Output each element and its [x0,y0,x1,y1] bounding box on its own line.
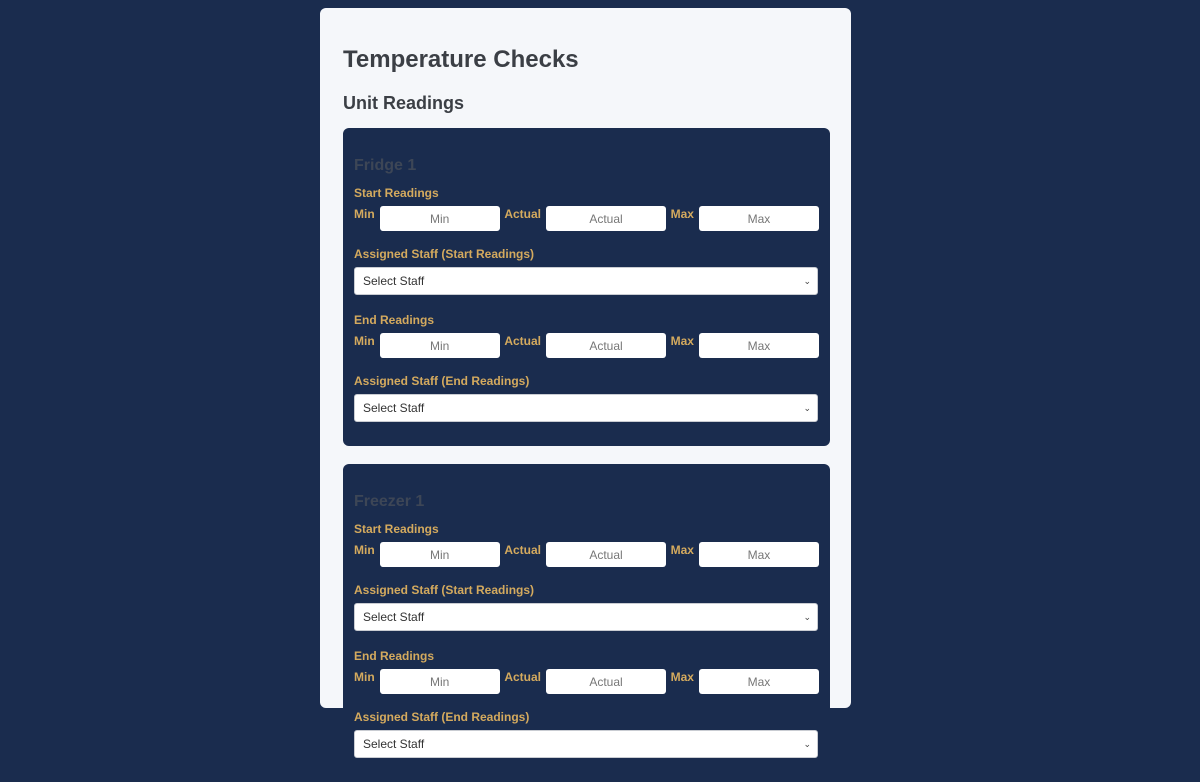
unit-card-fridge-1 [343,128,830,446]
start-actual-label: Actual [504,543,541,557]
end-max-input[interactable] [699,333,819,358]
chevron-down-icon: ⌄ [803,611,811,622]
start-max-input[interactable] [699,542,819,567]
end-min-label: Min [354,670,375,684]
end-staff-label: Assigned Staff (End Readings) [354,374,530,388]
start-max-input[interactable] [699,206,819,231]
start-staff-select[interactable] [354,267,818,295]
start-max-label: Max [670,207,694,221]
start-actual-input[interactable] [546,206,666,231]
end-readings-label: End Readings [354,649,435,663]
start-staff-label: Assigned Staff (Start Readings) [354,583,535,597]
end-staff-select[interactable] [354,730,818,758]
start-actual-input[interactable] [546,542,666,567]
start-actual-label: Actual [504,207,541,221]
end-max-label: Max [670,334,694,348]
end-readings-row [354,333,819,358]
unit-name: Fridge 1 [354,157,417,174]
start-staff-value: Select Staff [363,610,425,624]
start-readings-label: Start Readings [354,186,439,200]
start-min-label: Min [354,207,375,221]
start-staff-select[interactable] [354,603,818,631]
end-readings-label: End Readings [354,313,435,327]
end-readings-row [354,669,819,694]
chevron-down-icon: ⌄ [803,402,811,413]
end-min-label: Min [354,334,375,348]
main-card [320,8,851,751]
page-title: Temperature Checks [343,46,579,73]
end-actual-label: Actual [504,670,541,684]
unit-name: Freezer 1 [354,493,425,510]
end-actual-input[interactable] [546,333,666,358]
start-staff-value: Select Staff [363,274,425,288]
start-min-label: Min [354,543,375,557]
end-staff-value: Select Staff [363,737,425,751]
start-staff-label: Assigned Staff (Start Readings) [354,247,535,261]
end-min-input[interactable] [380,333,500,358]
end-max-input[interactable] [699,669,819,694]
chevron-down-icon: ⌄ [803,738,811,749]
end-actual-input[interactable] [546,669,666,694]
start-readings-row [354,206,819,231]
start-max-label: Max [670,543,694,557]
end-staff-select[interactable] [354,394,818,422]
end-actual-label: Actual [504,334,541,348]
end-min-input[interactable] [380,669,500,694]
start-readings-row [354,542,819,567]
unit-card-freezer-1 [343,464,830,782]
end-staff-value: Select Staff [363,401,425,415]
section-title: Unit Readings [343,93,465,113]
start-min-input[interactable] [380,542,500,567]
chevron-down-icon: ⌄ [803,275,811,286]
end-staff-label: Assigned Staff (End Readings) [354,710,530,724]
end-max-label: Max [670,670,694,684]
start-min-input[interactable] [380,206,500,231]
start-readings-label: Start Readings [354,522,439,536]
